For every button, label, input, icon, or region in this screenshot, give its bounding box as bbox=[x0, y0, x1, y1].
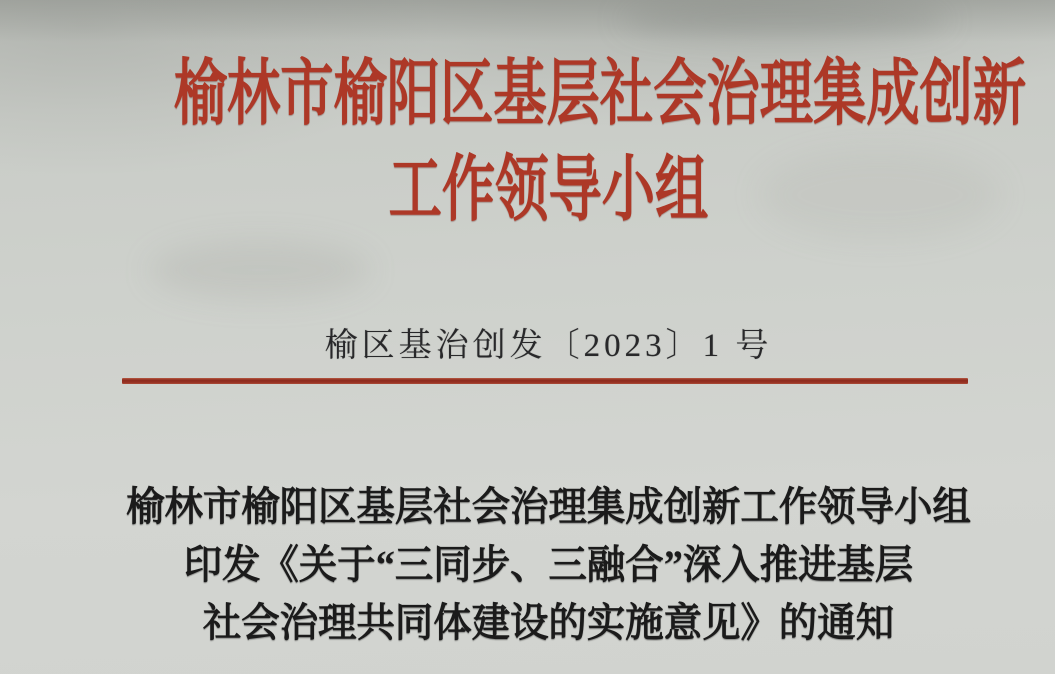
letterhead-org-title-line2: 工作领导小组 bbox=[388, 150, 709, 230]
notice-title-line1: 榆林市榆阳区基层社会治理集成创新工作领导小组 bbox=[126, 484, 971, 529]
notice-title-line2: 印发《关于“三同步、三融合”深入推进基层 bbox=[183, 542, 914, 587]
document-content bbox=[42, 0, 1055, 674]
notice-title-line3: 社会治理共同体建设的实施意见》的通知 bbox=[202, 600, 895, 645]
letterhead-org-title bbox=[173, 46, 1027, 238]
document-reference-number: 榆区基治创发〔2023〕1 号 bbox=[324, 328, 773, 364]
letterhead-org-title-line1: 榆林市榆阳区基层社会治理集成创新 bbox=[173, 54, 1027, 134]
notice-title bbox=[62, 478, 1034, 652]
red-header-divider bbox=[122, 378, 968, 384]
